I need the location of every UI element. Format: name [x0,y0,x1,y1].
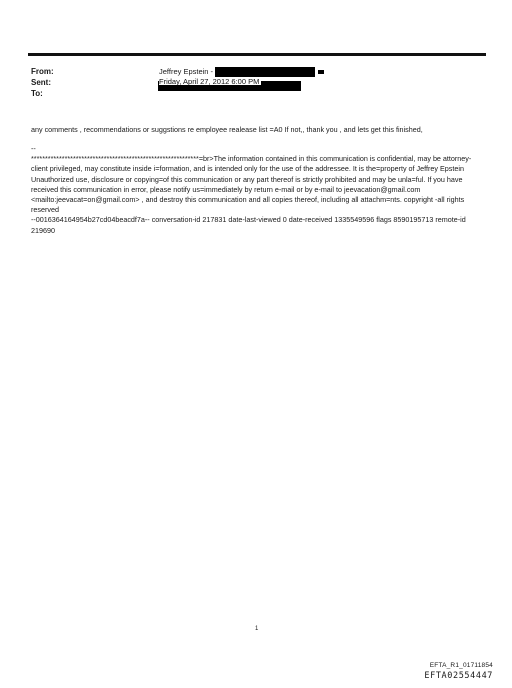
from-row [31,66,481,77]
message-text: any comments , recommendations or suggstions re employee realease list =A0 If not,, thank you , and lets get this finished, [31,125,423,134]
from-name: Jeffrey Epstein [159,67,209,76]
from-dash: - [210,67,213,76]
from-label: From: [31,67,54,76]
email-body [31,125,483,236]
header-divider [28,53,486,56]
from-value [159,66,324,77]
sent-value-wrap [159,77,261,88]
email-header [31,66,481,99]
message-metadata: --0016364164954b27cd04beacdf7a-- conversation-id 217831 date-last-viewed 0 date-received 1335549596 flags 8590195713 remote-id 219690 [31,215,466,235]
sent-label: Sent: [31,78,51,87]
sent-value-container [159,77,261,88]
sent-row [31,77,481,88]
sent-value: Friday, April 27, 2012 6:00 PM [159,78,260,85]
signature-separator: -- [31,144,36,154]
from-redaction [215,67,315,77]
page-number: 1 [255,626,259,632]
to-label: To: [31,89,43,98]
confidentiality-disclaimer: ************************************************************=br>The information contained in this communication is confidential, may be attorney-client privileged, may constitute inside i=formation, and is intended only for the use of the addressee. It is the=property of Jeffrey Epstein Unauthorized use, disclosure or copying=of this communication or any part thereof is strictly prohibited and may be unla=ful. If you have received this communication in error, please notify us=immediately by return e-mail or by e-mail to jeevacation@gmail.com <mailto:jeevacat=on@gmail.com> , and destroy this communication and all copies thereof, including all attachm=nts. copyright -all rights reserved [31,154,472,215]
from-redaction-tail [318,70,324,74]
bates-number-primary: EFTA_R1_01711854 [429,662,493,669]
bates-number-secondary: EFTA02554447 [424,671,493,681]
